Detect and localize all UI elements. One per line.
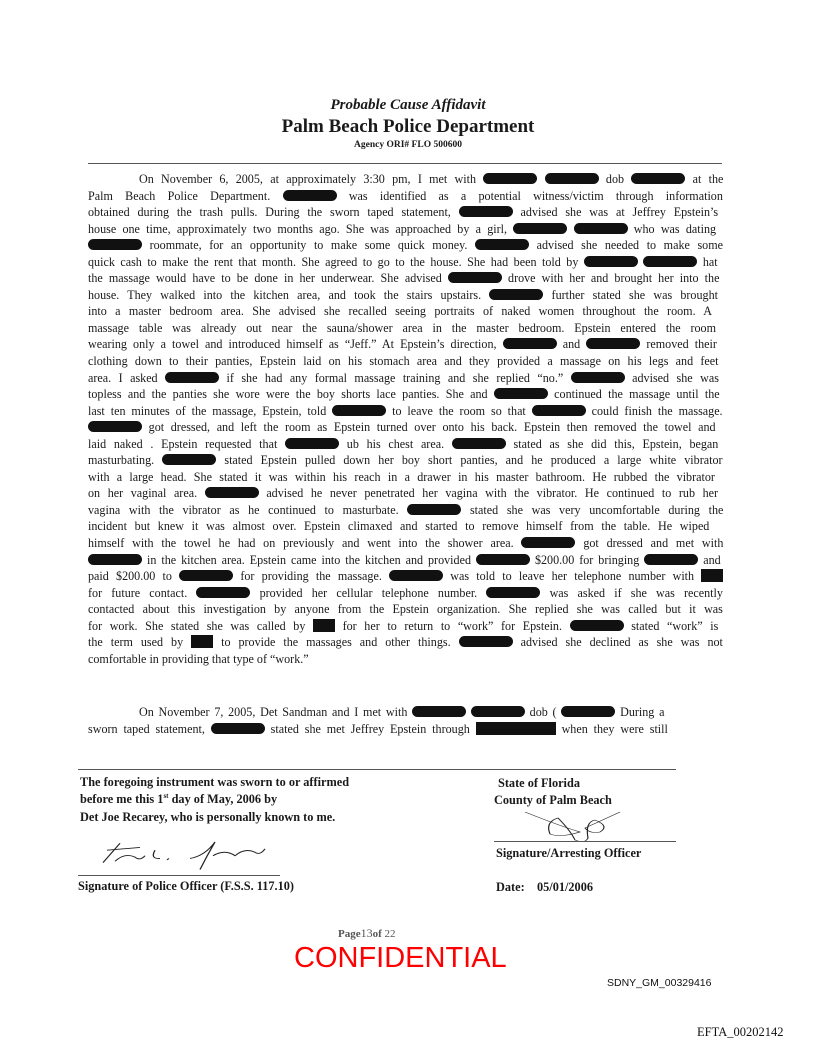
redaction-mark bbox=[701, 569, 723, 582]
text-segment: On November 6, 2005, at approximately 3:30 pm, I met with bbox=[139, 172, 477, 186]
text-segment: topless and the panties she wore were the boy shorts lace panties. She and bbox=[88, 387, 488, 402]
text-segment: when they were still bbox=[561, 721, 668, 736]
redaction-mark bbox=[561, 706, 615, 717]
text-segment: stated “work” is bbox=[631, 618, 719, 633]
redaction-mark bbox=[476, 722, 556, 735]
text-segment: was asked if she was recently bbox=[549, 585, 723, 600]
affidavit-second-paragraph bbox=[88, 704, 668, 737]
redaction-mark bbox=[643, 256, 697, 267]
text-segment: dob ( bbox=[529, 705, 557, 719]
text-line bbox=[88, 651, 723, 668]
sworn-line-2-text: before me this 1 bbox=[80, 792, 164, 806]
text-segment: stated she was very uncomfortable during the bbox=[469, 502, 723, 517]
text-segment: advised she was at Jeffrey Epstein’s bbox=[520, 205, 719, 220]
text-segment: advised he never penetrated her vagina with the vibrator. He continued to rub her bbox=[266, 486, 719, 501]
date-value: 05/01/2006 bbox=[536, 880, 594, 894]
redaction-mark bbox=[88, 239, 142, 250]
department-name: Palm Beach Police Department bbox=[281, 116, 535, 137]
text-segment: could finish the massage. bbox=[591, 403, 723, 418]
text-segment: clothing down to their panties, Epstein laid on his stomach area and they provided a massage on his legs and feet bbox=[88, 354, 719, 369]
redaction-mark bbox=[489, 289, 543, 300]
redaction-mark bbox=[283, 190, 337, 201]
text-segment: on her vaginal area. bbox=[88, 486, 198, 501]
text-segment: On November 7, 2005, Det Sandman and I met with bbox=[139, 705, 408, 719]
redaction-mark bbox=[452, 438, 506, 449]
text-segment: in the kitchen area. Epstein came into the kitchen and provided bbox=[146, 552, 472, 567]
document-title: Probable Cause Affidavit bbox=[330, 97, 486, 113]
redaction-mark bbox=[570, 620, 624, 631]
county-label: County of Palm Beach bbox=[494, 793, 612, 807]
text-segment: laid naked . Epstein requested that bbox=[88, 436, 278, 451]
text-line bbox=[88, 403, 723, 420]
text-segment: stated as she did this, Epstein, began bbox=[513, 436, 719, 451]
text-segment: himself with the towel he had on previously and went into the shower area. bbox=[88, 536, 514, 551]
text-segment: the massage would have to be done in her underwear. She advised bbox=[88, 271, 442, 286]
text-line bbox=[88, 552, 723, 569]
date-field bbox=[496, 880, 593, 895]
text-segment: wearing only a towel and introduced himself as “Jeff.” At Epstein’s direction, bbox=[88, 337, 497, 352]
redaction-mark bbox=[196, 587, 250, 598]
text-segment: area. I asked bbox=[88, 370, 158, 385]
text-line bbox=[88, 336, 723, 353]
text-segment: the term used by bbox=[88, 635, 184, 650]
redaction-mark bbox=[586, 338, 640, 349]
redaction-mark bbox=[584, 256, 638, 267]
redaction-mark bbox=[165, 372, 219, 383]
text-line bbox=[88, 270, 723, 287]
redaction-mark bbox=[532, 405, 586, 416]
text-segment: for future contact. bbox=[88, 585, 188, 600]
redaction-mark bbox=[205, 487, 259, 498]
text-line bbox=[88, 721, 668, 738]
text-line bbox=[88, 518, 723, 535]
text-segment: for providing the massage. bbox=[240, 569, 382, 584]
page-prefix: Page bbox=[338, 928, 361, 940]
text-segment: $200.00 for bringing bbox=[534, 552, 640, 567]
sdny-bates-number: SDNY_GM_00329416 bbox=[607, 977, 712, 989]
text-segment: ub his chest area. bbox=[346, 436, 445, 451]
redaction-mark bbox=[88, 421, 142, 432]
redaction-mark bbox=[521, 537, 575, 548]
affidavit-body-paragraph bbox=[88, 171, 723, 667]
text-segment: further stated she was brought bbox=[551, 287, 718, 302]
sworn-line-3: Det Joe Recarey, who is personally known to me. bbox=[80, 810, 336, 824]
ordinal-suffix: st bbox=[163, 791, 169, 800]
redaction-mark bbox=[285, 438, 339, 449]
text-segment: During a bbox=[620, 705, 665, 719]
arresting-officer-signature bbox=[500, 810, 630, 844]
text-segment: for her to return to “work” for Epstein. bbox=[342, 618, 562, 633]
redaction-mark bbox=[631, 173, 685, 184]
text-segment: at the bbox=[692, 172, 723, 186]
agency-ori: Agency ORI# FLO 500600 bbox=[354, 140, 462, 150]
text-segment: dob bbox=[605, 172, 625, 186]
page-total: 22 bbox=[384, 928, 396, 940]
redaction-mark bbox=[179, 570, 233, 581]
arresting-signature-label: Signature/Arresting Officer bbox=[496, 846, 642, 860]
text-segment: who was dating bbox=[633, 221, 717, 236]
redaction-mark bbox=[448, 272, 502, 283]
officer-signature-label: Signature of Police Officer (F.S.S. 117.10) bbox=[78, 879, 294, 893]
text-line bbox=[88, 303, 723, 320]
text-segment: if she had any formal massage training and she replied “no.” bbox=[226, 370, 564, 385]
text-line bbox=[88, 436, 723, 453]
text-line bbox=[88, 370, 723, 387]
text-segment: for work. She stated she was called by bbox=[88, 618, 306, 633]
redaction-mark bbox=[476, 554, 530, 565]
text-line bbox=[88, 535, 723, 552]
text-segment: removed their bbox=[646, 337, 717, 352]
text-segment: quick cash to make the rent that month. She agreed to go to the house. She had been told by bbox=[88, 254, 579, 269]
text-line bbox=[88, 485, 723, 502]
sworn-line-2-rest: day of May, 2006 by bbox=[168, 792, 278, 806]
sworn-line-1: The foregoing instrument was sworn to or affirmed bbox=[80, 775, 350, 789]
text-segment: paid $200.00 to bbox=[88, 569, 172, 584]
text-line bbox=[88, 188, 723, 205]
redaction-mark bbox=[471, 706, 525, 717]
text-segment: was told to leave her telephone number with bbox=[450, 569, 695, 584]
police-officer-signature bbox=[95, 835, 280, 873]
text-segment: with a large head. She stated it was within his reach in a drawer in his master bathroom. He rubbed the vibrator bbox=[88, 469, 715, 484]
text-segment: advised she needed to make some bbox=[536, 238, 723, 253]
redaction-mark bbox=[211, 723, 265, 734]
text-segment: house. They walked into the kitchen area, and took the stairs upstairs. bbox=[88, 287, 482, 302]
text-segment: massage table was already out near the sauna/shower area in the master bedroom. Epstein entered the room bbox=[88, 320, 717, 335]
text-segment: vagina with the vibrator as he continued to masturbate. bbox=[88, 502, 399, 517]
officer-signature-line bbox=[78, 875, 280, 876]
arresting-signature-line bbox=[494, 841, 676, 842]
efta-bates-number: EFTA_00202142 bbox=[697, 1025, 784, 1039]
state-label: State of Florida bbox=[498, 776, 580, 790]
text-segment: hat bbox=[702, 254, 718, 269]
text-segment: house one time, approximately two months ago. She was approached by a girl, bbox=[88, 221, 508, 236]
text-line bbox=[88, 204, 723, 221]
text-segment: roommate, for an opportunity to make some quick money. bbox=[149, 238, 468, 253]
redaction-mark bbox=[545, 173, 599, 184]
text-segment: got dressed, and left the room as Epstein turned over onto his back. Epstein then removed the towel and bbox=[148, 420, 716, 435]
redaction-mark bbox=[644, 554, 698, 565]
redaction-mark bbox=[88, 554, 142, 565]
text-line bbox=[88, 171, 723, 188]
text-line bbox=[88, 568, 723, 585]
page-of: of bbox=[372, 928, 382, 940]
date-label: Date: bbox=[496, 880, 525, 894]
text-segment: stated Epstein pulled down her boy short panties, and he produced a large white vibrator bbox=[224, 453, 723, 468]
text-segment: Palm Beach Police Department. bbox=[88, 188, 271, 203]
redaction-mark bbox=[407, 504, 461, 515]
text-line bbox=[88, 618, 723, 635]
redaction-mark bbox=[191, 635, 213, 648]
text-line bbox=[88, 704, 668, 721]
redaction-mark bbox=[332, 405, 386, 416]
text-segment: stated she met Jeffrey Epstein through bbox=[270, 721, 470, 736]
text-segment: drove with her and brought her into the bbox=[508, 271, 720, 286]
text-line bbox=[88, 254, 723, 271]
text-line bbox=[88, 353, 723, 370]
text-segment: and bbox=[703, 552, 721, 567]
text-line bbox=[88, 287, 723, 304]
redaction-mark bbox=[483, 173, 537, 184]
text-segment: contacted about this investigation by anyone from the Epstein organization. She replied she was called but it was bbox=[88, 602, 723, 617]
text-segment: into a master bedroom area. She advised she recalled seeing portraits of naked women throughout the room. A bbox=[88, 304, 713, 319]
redaction-mark bbox=[475, 239, 529, 250]
redaction-mark bbox=[459, 636, 513, 647]
sworn-line-2 bbox=[80, 792, 277, 807]
text-line bbox=[88, 502, 723, 519]
text-segment: advised she declined as she was not bbox=[520, 635, 723, 650]
redaction-mark bbox=[503, 338, 557, 349]
text-line bbox=[88, 237, 723, 254]
text-line bbox=[88, 634, 723, 651]
text-segment: masturbating. bbox=[88, 453, 155, 468]
text-line bbox=[88, 419, 723, 436]
page-current: 13 bbox=[360, 926, 373, 940]
text-segment: incident but knew it was almost over. Epstein climaxed and started to remove himself from the table. He wiped bbox=[88, 519, 710, 534]
text-segment: got dressed and met with bbox=[583, 536, 723, 551]
redaction-mark bbox=[459, 206, 513, 217]
text-line bbox=[88, 386, 723, 403]
text-segment: was identified as a potential witness/victim through information bbox=[348, 188, 723, 203]
redaction-mark bbox=[162, 454, 216, 465]
text-line bbox=[88, 320, 723, 337]
redaction-mark bbox=[389, 570, 443, 581]
redaction-mark bbox=[571, 372, 625, 383]
text-segment: advised she was bbox=[632, 370, 719, 385]
redaction-mark bbox=[494, 388, 548, 399]
page-number bbox=[338, 926, 396, 941]
text-segment: to leave the room so that bbox=[392, 403, 526, 418]
text-line bbox=[88, 585, 723, 602]
text-line bbox=[88, 221, 723, 238]
text-segment: and bbox=[562, 337, 581, 352]
text-line bbox=[88, 469, 723, 486]
text-segment: obtained during the trash pulls. During the sworn taped statement, bbox=[88, 205, 451, 220]
redaction-mark bbox=[486, 587, 540, 598]
header-rule bbox=[88, 163, 722, 164]
text-segment: provided her cellular telephone number. bbox=[259, 585, 478, 600]
text-line bbox=[88, 601, 723, 618]
text-segment: last ten minutes of the massage, Epstein, told bbox=[88, 403, 327, 418]
text-segment: sworn taped statement, bbox=[88, 721, 205, 736]
redaction-mark bbox=[412, 706, 466, 717]
redaction-mark bbox=[574, 223, 628, 234]
text-segment: continued the massage until the bbox=[554, 387, 720, 402]
footer-rule bbox=[78, 769, 676, 770]
redaction-mark bbox=[513, 223, 567, 234]
confidential-stamp: CONFIDENTIAL bbox=[294, 942, 507, 974]
text-segment: comfortable in providing that type of “work.” bbox=[88, 651, 309, 666]
text-segment: to provide the massages and other things. bbox=[221, 635, 451, 650]
text-line bbox=[88, 452, 723, 469]
redaction-mark bbox=[313, 619, 335, 632]
